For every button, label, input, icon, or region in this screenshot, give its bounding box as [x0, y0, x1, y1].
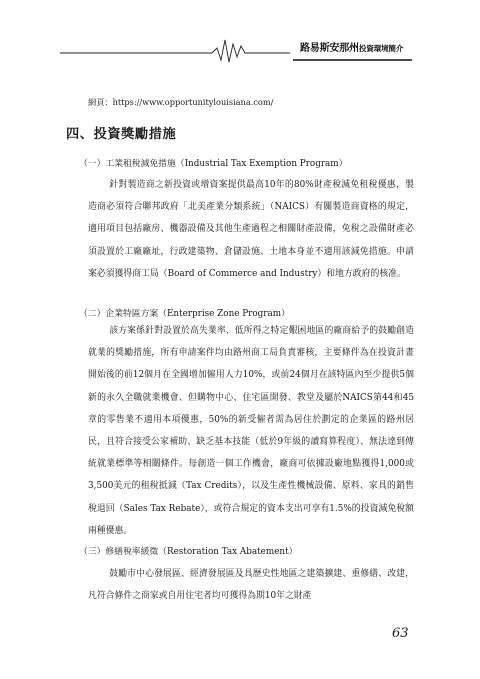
- subsection-heading-3: （三）修繕稅率緩徵（Restoration Tax Abatement）: [79, 547, 298, 557]
- header-title-sub: 投資環境簡介: [358, 44, 404, 53]
- subsection-body-2: [88, 320, 414, 542]
- paragraph-1: 針對製造商之新投資或增資案提供最高10年的80%財產稅減免租稅優惠，製造商必須符合聯邦政府「北美產業分類系統」（NAICS）有關製造商資格的規定，適用項目包括廠房、機器設備及其他生產過程之相關財產設備，免稅之設備財產必須設置於工廠廠址，行政建築物、倉儲設施、土地本身並不適用該減免措施。申請案必須獲得商工局（Board of Commerce and Industry）和地方政府的核准。: [88, 180, 414, 279]
- paragraph-3: 鼓勵市中心發展區、經濟發展區及具歷史性地區之建築擴建、重修繕、改建，凡符合條件之商家或自用住宅者均可獲得為期10年之財產: [88, 569, 414, 602]
- section-title: 四、投資獎勵措施: [66, 127, 177, 142]
- subsection-heading-1: （一）工業租稅減免措施（Industrial Tax Exemption Program）: [79, 159, 348, 169]
- website-line: 網頁：https://www.opportunitylouisiana.com/: [88, 97, 274, 107]
- subsection-body-1: [88, 174, 414, 285]
- subsection-body-3: [88, 563, 414, 607]
- page-header: [0, 0, 480, 70]
- subsection-heading-2: （二）企業特區方案（Enterprise Zone Program）: [79, 309, 290, 319]
- header-title: [300, 41, 450, 57]
- header-ekg-line: [0, 0, 480, 70]
- paragraph-2: 該方案係針對設置於高失業率、低所得之特定艱困地區的廠商給予的鼓勵創造就業的獎勵措施，所有申請案件均由路州商工局負責審核，主要條件為在投資計畫開始後的前12個月在全國增加僱用人力10%，或前24個月在該特區內至少提供5個新的永久全職就業機會、但購物中心、住宅區開發、教堂及屬於NAICS第44和45章的零售業不適用本項優惠，50%的新受僱者需為居住於劃定的企業區的路州居民，且符合接受公家補助、缺乏基本技能（低於9年級的讀寫算程度）、無法達到傳統就業標準等相關條件。每創造一個工作機會，廠商可依據設廠地點獲得1,000或3,500美元的租稅抵減（Tax Credits），以及生產性機械設備、原料、家具的銷售稅退回（Sales Tax Rebate），或符合規定的資本支出可享有1.5%的投資減免稅額兩種優惠。: [88, 326, 414, 536]
- page-number: 63: [392, 626, 409, 641]
- header-title-main: 路易斯安那州: [300, 43, 359, 54]
